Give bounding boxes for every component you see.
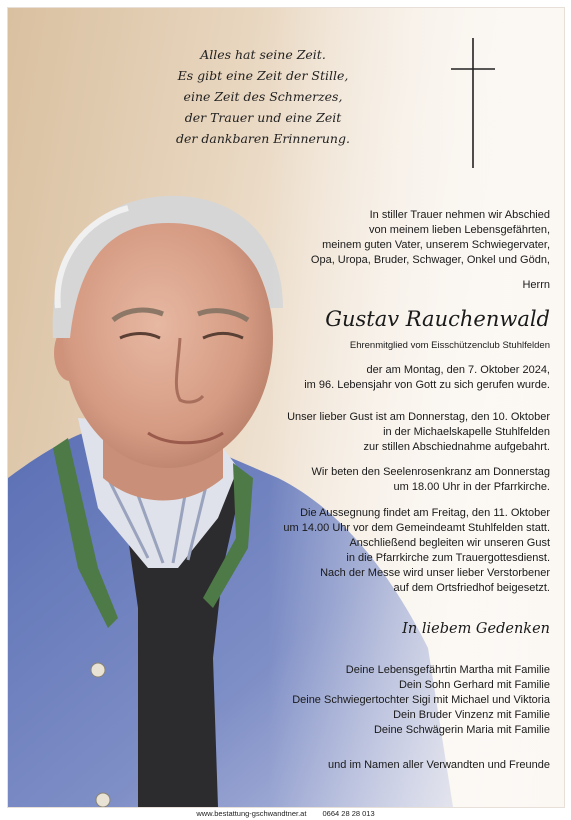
death-notice	[304, 363, 550, 393]
poem-line: der dankbaren Erinnerung.	[176, 131, 350, 146]
funeral-line: auf dem Ortsfriedhof beigesetzt.	[393, 582, 550, 594]
deceased-name: Gustav Rauchenwald	[325, 307, 550, 331]
viewing-line: in der Michaelskapelle Stuhlfelden	[383, 426, 550, 438]
viewing-line: zur stillen Abschiednahme aufgebahrt.	[363, 441, 550, 453]
funeral-line: Die Aussegnung findet am Freitag, den 11. Oktober	[300, 507, 550, 519]
mourner-line: Deine Schwiegertochter Sigi mit Michael und Viktoria	[292, 694, 550, 706]
rosary-line: Wir beten den Seelenrosenkranz am Donnerstag	[311, 466, 550, 478]
funeral-notice	[283, 506, 550, 596]
funeral-line: um 14.00 Uhr vor dem Gemeindeamt Stuhlfelden statt.	[283, 522, 550, 534]
mourner-line: Deine Lebensgefährtin Martha mit Familie	[345, 664, 550, 676]
membership-text: Ehrenmitglied vom Eisschützenclub Stuhlfelden	[349, 340, 550, 351]
mourner-line: Deine Schwägerin Maria mit Familie	[373, 724, 550, 736]
intro-line: von meinem lieben Lebensgefährten,	[368, 224, 550, 236]
mourners-list	[292, 663, 550, 738]
funeral-line: Anschließend begleiten wir unseren Gust	[349, 537, 550, 549]
website-link[interactable]: www.bestattung-gschwandtner.at	[196, 809, 307, 818]
obituary-card	[7, 7, 565, 808]
death-line: im 96. Lebensjahr von Gott zu sich gerufen wurde.	[304, 379, 550, 391]
viewing-notice	[287, 410, 550, 455]
poem	[138, 44, 388, 149]
mourner-line: Dein Bruder Vinzenz mit Familie	[393, 709, 550, 721]
intro-line: In stiller Trauer nehmen wir Abschied	[369, 209, 550, 221]
memory-heading: In liebem Gedenken	[402, 621, 550, 637]
intro-text	[311, 208, 550, 268]
salutation: Herrn	[522, 279, 550, 291]
cross-icon	[448, 38, 498, 168]
poem-line: eine Zeit des Schmerzes,	[183, 89, 343, 104]
intro-line: Opa, Uropa, Bruder, Schwager, Onkel und Gödn,	[310, 254, 550, 266]
viewing-line: Unser lieber Gust ist am Donnerstag, den 10. Oktober	[287, 411, 550, 423]
funeral-line: Nach der Messe wird unser lieber Verstorbener	[320, 567, 550, 579]
poem-line: Es gibt eine Zeit der Stille,	[177, 68, 349, 83]
rosary-line: um 18.00 Uhr in der Pfarrkirche.	[393, 481, 550, 493]
mourner-line: Dein Sohn Gerhard mit Familie	[398, 679, 550, 691]
phone-number: 0664 28 28 013	[322, 809, 375, 818]
intro-line: meinem guten Vater, unserem Schwiegervater,	[322, 239, 550, 251]
rosary-notice	[312, 465, 550, 495]
closing-text: und im Namen aller Verwandten und Freunde	[328, 759, 550, 771]
footer	[0, 809, 571, 818]
death-line: der am Montag, den 7. Oktober 2024,	[366, 364, 550, 376]
funeral-line: in die Pfarrkirche zum Trauergottesdienst.	[346, 552, 550, 564]
poem-line: der Trauer und eine Zeit	[184, 110, 342, 125]
poem-line: Alles hat seine Zeit.	[200, 47, 326, 62]
